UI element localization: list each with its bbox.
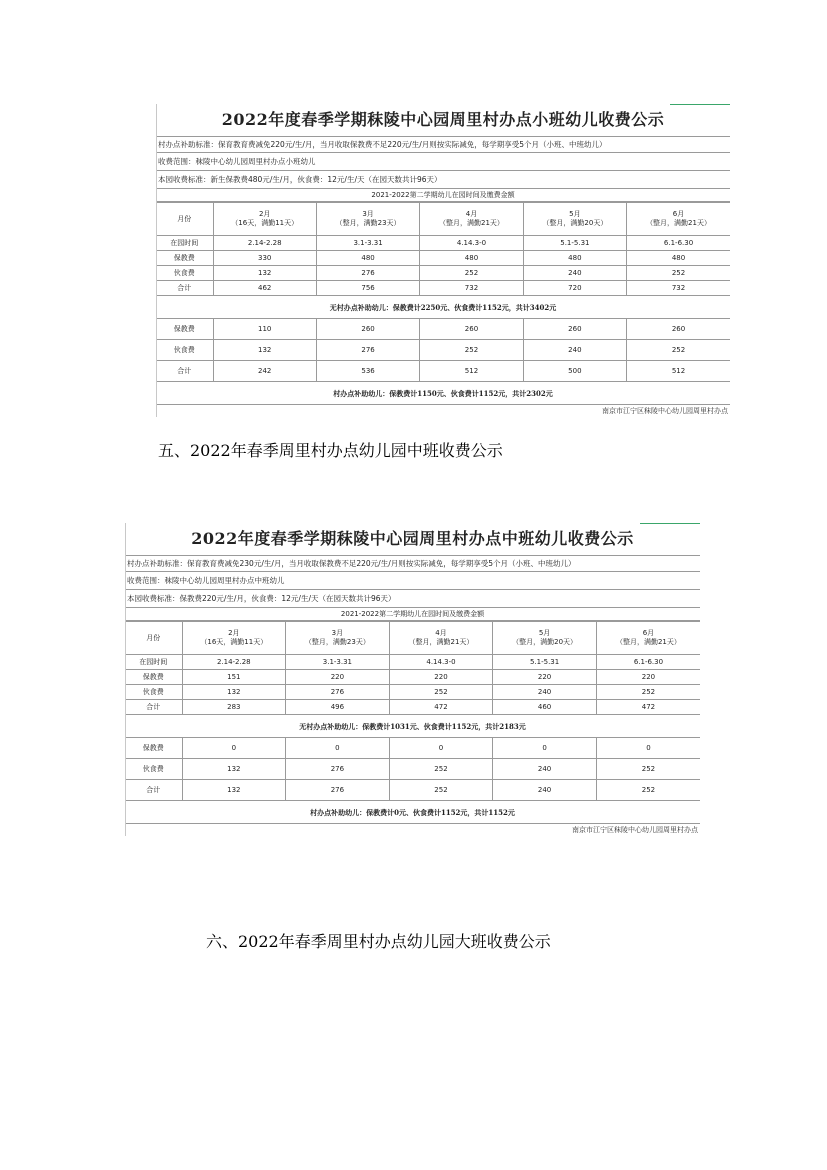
month-days: （整月，满勤21天）: [646, 219, 711, 227]
row-label: 在园时间: [125, 655, 182, 670]
sheet-info-line: 收费范围：秣陵中心幼儿园周里村办点中班幼儿: [125, 572, 700, 590]
row-label: 合计: [125, 700, 182, 715]
section-heading-five: 五、2022年春季周里村办点幼儿园中班收费公示: [158, 441, 503, 460]
table-cell: 132: [213, 340, 316, 361]
table-cell: 132: [182, 780, 286, 801]
row-label: 保教费: [156, 251, 213, 266]
sheet-footnote: 南京市江宁区秣陵中心幼儿园周里村办点: [572, 826, 698, 834]
table-cell: 252: [389, 685, 493, 700]
sheet-footnote: 南京市江宁区秣陵中心幼儿园周里村办点: [602, 407, 728, 415]
table-cell: 220: [286, 670, 390, 685]
month-header-cell: [213, 203, 316, 236]
table-cell: 330: [213, 251, 316, 266]
month-days: （16天，满勤11天）: [231, 219, 299, 227]
table-cell: 276: [316, 266, 419, 281]
fee-table: [156, 202, 730, 405]
table-cell: 276: [286, 685, 390, 700]
month-header-cell: [182, 622, 286, 655]
table-cell: 6.1-6.30: [627, 236, 730, 251]
table-cell: 496: [286, 700, 390, 715]
table-cell: 260: [523, 319, 626, 340]
row-label: 合计: [156, 281, 213, 296]
table-cell: 276: [286, 759, 390, 780]
month-name: 6月: [642, 629, 655, 637]
sheet-info-line: 村办点补助标准：保育教育费减免230元/生/月，当月收取保教费不足220元/生/月则按实际减免，每学期享受5个月（小班、中班幼儿）: [125, 556, 700, 572]
table-cell: 5.1-5.31: [523, 236, 626, 251]
table-cell: 260: [316, 319, 419, 340]
row-label: 伙食费: [125, 685, 182, 700]
month-header-cell: [420, 203, 523, 236]
table-row: [125, 685, 700, 700]
month-column-label: 月份: [156, 203, 213, 236]
table-cell: 536: [316, 361, 419, 382]
sheet-subheading: 2021-2022第二学期幼儿在园时间及缴费金额: [156, 189, 730, 202]
row-label: 合计: [156, 361, 213, 382]
table-cell: 3.1-3.31: [286, 655, 390, 670]
table-cell: 732: [627, 281, 730, 296]
table-row: [156, 266, 730, 281]
table-row: [125, 700, 700, 715]
sheet-info-line: 村办点补助标准：保育教育费减免220元/生/月，当月收取保教费不足220元/生/月则按实际减免，每学期享受5个月（小班、中班幼儿）: [156, 137, 730, 153]
table-cell: 0: [389, 738, 493, 759]
table-cell: 480: [627, 251, 730, 266]
table-row: [156, 361, 730, 382]
table-row: [156, 319, 730, 340]
table-cell: 276: [316, 340, 419, 361]
sheet-info-line: 本园收费标准：新生保教费480元/生/月，伙食费：12元/生/天（在园天数共计96天）: [156, 171, 730, 189]
table-cell: 460: [493, 700, 597, 715]
row-label: 保教费: [125, 670, 182, 685]
month-name: 4月: [435, 629, 447, 637]
table-cell: 480: [420, 251, 523, 266]
month-days: （整月，满勤21天）: [439, 219, 504, 227]
table-cell: 252: [596, 780, 700, 801]
summary-cell: 村办点补助幼儿：保教费计0元、伙食费计1152元，共计1152元: [125, 801, 700, 824]
month-header-cell: [493, 622, 597, 655]
table-row: [156, 340, 730, 361]
table-cell: 260: [420, 319, 523, 340]
table-cell: 0: [182, 738, 286, 759]
table-cell: 4.14.3-0: [420, 236, 523, 251]
table-cell: 0: [596, 738, 700, 759]
table-cell: 240: [493, 685, 597, 700]
table-cell: 472: [596, 700, 700, 715]
table-cell: 480: [316, 251, 419, 266]
month-name: 5月: [569, 210, 581, 218]
table-cell: 6.1-6.30: [596, 655, 700, 670]
table-cell: 252: [596, 685, 700, 700]
table-cell: 132: [182, 685, 286, 700]
row-label: 伙食费: [125, 759, 182, 780]
table-cell: 252: [420, 340, 523, 361]
table-row: [125, 670, 700, 685]
table-cell: 151: [182, 670, 286, 685]
table-header-row: [125, 622, 700, 655]
table-cell: 732: [420, 281, 523, 296]
month-days: （16天，满勤11天）: [200, 638, 268, 646]
table-cell: 252: [627, 266, 730, 281]
fee-sheet-middle-class: [125, 523, 700, 836]
table-cell: 240: [493, 780, 597, 801]
table-cell: 462: [213, 281, 316, 296]
table-cell: 2.14-2.28: [182, 655, 286, 670]
sheet-left-border: [156, 104, 157, 417]
table-cell: 283: [182, 700, 286, 715]
month-days: （整月，满勤21天）: [615, 638, 681, 646]
table-cell: 252: [420, 266, 523, 281]
month-name: 3月: [331, 629, 344, 637]
sheet-title: 2022年度春季学期秣陵中心园周里村办点中班幼儿收费公示: [125, 523, 700, 556]
month-days: （整月，满勤23天）: [335, 219, 401, 227]
table-cell: 0: [286, 738, 390, 759]
table-row: [125, 655, 700, 670]
month-days: （整月，满勤20天）: [542, 219, 608, 227]
sheet-top-border: [640, 523, 700, 524]
summary-cell: 村办点补助幼儿：保教费计1150元、伙食费计1152元，共计2302元: [156, 382, 730, 405]
row-label: 合计: [125, 780, 182, 801]
table-cell: 2.14-2.28: [213, 236, 316, 251]
table-cell: 252: [389, 759, 493, 780]
summary-row: [156, 382, 730, 405]
table-cell: 756: [316, 281, 419, 296]
table-cell: 512: [420, 361, 523, 382]
table-cell: 220: [493, 670, 597, 685]
table-cell: 276: [286, 780, 390, 801]
month-name: 3月: [362, 210, 374, 218]
table-cell: 252: [389, 780, 493, 801]
month-days: （整月，满勤23天）: [304, 638, 370, 646]
table-cell: 260: [627, 319, 730, 340]
table-cell: 220: [389, 670, 493, 685]
month-header-cell: [596, 622, 700, 655]
table-cell: 242: [213, 361, 316, 382]
summary-row: [125, 801, 700, 824]
month-header-cell: [389, 622, 493, 655]
month-name: 5月: [538, 629, 551, 637]
month-name: 4月: [465, 210, 478, 218]
row-label: 保教费: [125, 738, 182, 759]
table-cell: 110: [213, 319, 316, 340]
table-cell: 240: [523, 266, 626, 281]
table-row: [125, 738, 700, 759]
summary-cell: 无村办点补助幼儿：保教费计2250元、伙食费计1152元，共计3402元: [156, 296, 730, 319]
month-days: （整月，满勤20天）: [512, 638, 578, 646]
row-label: 伙食费: [156, 340, 213, 361]
table-cell: 220: [596, 670, 700, 685]
table-row: [125, 780, 700, 801]
sheet-title: 2022年度春季学期秣陵中心园周里村办点小班幼儿收费公示: [156, 104, 730, 137]
month-name: 6月: [672, 210, 685, 218]
row-label: 伙食费: [156, 266, 213, 281]
table-row: [125, 759, 700, 780]
month-header-cell: [523, 203, 626, 236]
table-cell: 252: [596, 759, 700, 780]
table-cell: 0: [493, 738, 597, 759]
table-cell: 720: [523, 281, 626, 296]
month-name: 2月: [258, 210, 271, 218]
month-header-cell: [286, 622, 390, 655]
sheet-subheading: 2021-2022第二学期幼儿在园时间及缴费金额: [125, 608, 700, 621]
table-cell: 252: [627, 340, 730, 361]
table-cell: 4.14.3-0: [389, 655, 493, 670]
section-heading-six: 六、2022年春季周里村办点幼儿园大班收费公示: [206, 932, 551, 951]
month-header-cell: [316, 203, 419, 236]
summary-cell: 无村办点补助幼儿：保教费计1031元、伙食费计1152元，共计2183元: [125, 715, 700, 738]
table-cell: 132: [213, 266, 316, 281]
month-column-label: 月份: [125, 622, 182, 655]
table-cell: 512: [627, 361, 730, 382]
table-cell: 472: [389, 700, 493, 715]
table-row: [156, 236, 730, 251]
fee-table: [125, 621, 700, 824]
table-header-row: [156, 203, 730, 236]
table-cell: 500: [523, 361, 626, 382]
row-label: 保教费: [156, 319, 213, 340]
table-cell: 3.1-3.31: [316, 236, 419, 251]
month-days: （整月，满勤21天）: [408, 638, 474, 646]
table-cell: 240: [523, 340, 626, 361]
sheet-top-border: [670, 104, 730, 105]
row-label: 在园时间: [156, 236, 213, 251]
table-cell: 5.1-5.31: [493, 655, 597, 670]
table-cell: 132: [182, 759, 286, 780]
month-name: 2月: [228, 629, 240, 637]
sheet-info-line: 收费范围：秣陵中心幼儿园周里村办点小班幼儿: [156, 153, 730, 171]
table-row: [156, 251, 730, 266]
month-header-cell: [627, 203, 730, 236]
sheet-left-border: [125, 523, 126, 836]
summary-row: [125, 715, 700, 738]
sheet-info-line: 本园收费标准：保教费220元/生/月，伙食费：12元/生/天（在园天数共计96天）: [125, 590, 700, 608]
table-row: [156, 281, 730, 296]
table-cell: 480: [523, 251, 626, 266]
summary-row: [156, 296, 730, 319]
fee-sheet-small-class: [156, 104, 730, 417]
table-cell: 240: [493, 759, 597, 780]
